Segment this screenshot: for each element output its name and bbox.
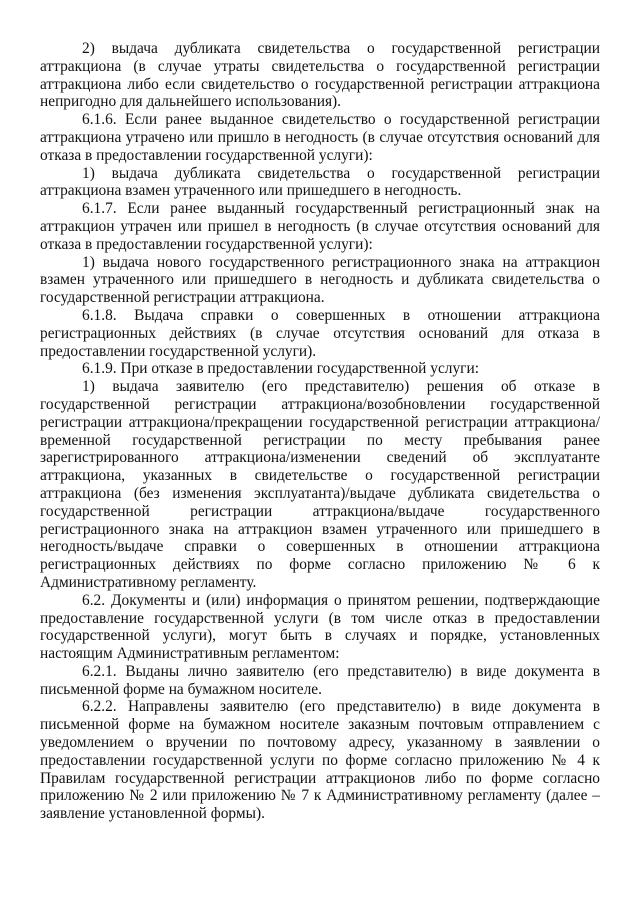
paragraph-6-2: 6.2. Документы и (или) информация о принятом решении, подтверждающие предоставление государственной услуги (в том числе отказ в предоставлении государственной услуги), могут быть в случаях и порядке, установленных настоящим Административным регламентом: <box>40 591 600 663</box>
paragraph-6-1-6-item-1: 1) выдача дубликата свидетельства о государственной регистрации аттракциона взамен утраченного или пришедшего в негодность. <box>40 164 600 200</box>
paragraph-6-2-2: 6.2.2. Направлены заявителю (его представителю) в виде документа в письменной форме на бумажном носителе заказным почтовым отправлением с уведомлением о вручении по почтовому адресу, указанному в заявлении о предоставлении государственной услуги по форме согласно приложению № 4 к Правилам государственной регистрации аттракционов либо по форме согласно приложению № 2 или приложению № 7 к Административному регламенту (далее – заявление установленной формы). <box>40 698 600 823</box>
paragraph-6-1-9: 6.1.9. При отказе в предоставлении государственной услуги: <box>82 360 479 378</box>
paragraph-6-1-7-item-1: 1) выдача нового государственного регистрационного знака на аттракцион взамен утраченного или пришедшего в негодность и дубликата свидетельства о государственной регистрации аттракциона. <box>40 253 600 307</box>
paragraph-6-1-6: 6.1.6. Если ранее выданное свидетельство о государственной регистрации аттракциона утрачено или пришло в негодность (в случае отсутствия оснований для отказа в предоставлении государственной услуги): <box>40 111 600 164</box>
paragraph-6-1-7: 6.1.7. Если ранее выданный государственный регистрационный знак на аттракцион утрачен или пришел в негодность (в случае отсутствия оснований для отказа в предоставлении государственной услуги): <box>40 200 600 253</box>
paragraph-6-1-9-item-1: 1) выдача заявителю (его представителю) решения об отказе в государственной регистрации аттракциона/возобновлении государственной регистрации аттракциона/прекращении государственной регистрации аттракциона/временной государственной регистрации по месту пребывания ранее зарегистрированного аттракциона/изменении сведений об эксплуатанте аттракциона, указанных в свидетельстве о государственной регистрации аттракциона (без изменения эксплуатанта)/выдаче дубликата свидетельства о государственной регистрации аттракциона/выдаче государственного регистрационного знака на аттракцион взамен утраченного или пришедшего в негодность/выдаче справки о совершенных в отношении аттракциона регистрационных действиях по форме согласно приложению № 6 к Административному регламенту. <box>40 378 600 591</box>
paragraph-6-1-8: 6.1.8. Выдача справки о совершенных в отношении аттракциона регистрационных действиях (в случае отсутствия оснований для отказа в предоставлении государственной услуги). <box>40 306 600 360</box>
paragraph-duplicate-certificate-item: 2) выдача дубликата свидетельства о государственной регистрации аттракциона (в случае утраты свидетельства о государственной регистрации аттракциона либо если свидетельство о государственной регистрации аттракциона непригодно для дальнейшего использования). <box>40 40 600 111</box>
document-page <box>40 40 600 823</box>
paragraph-6-2-1: 6.2.1. Выданы лично заявителю (его представителю) в виде документа в письменной форме на бумажном носителе. <box>40 662 600 698</box>
